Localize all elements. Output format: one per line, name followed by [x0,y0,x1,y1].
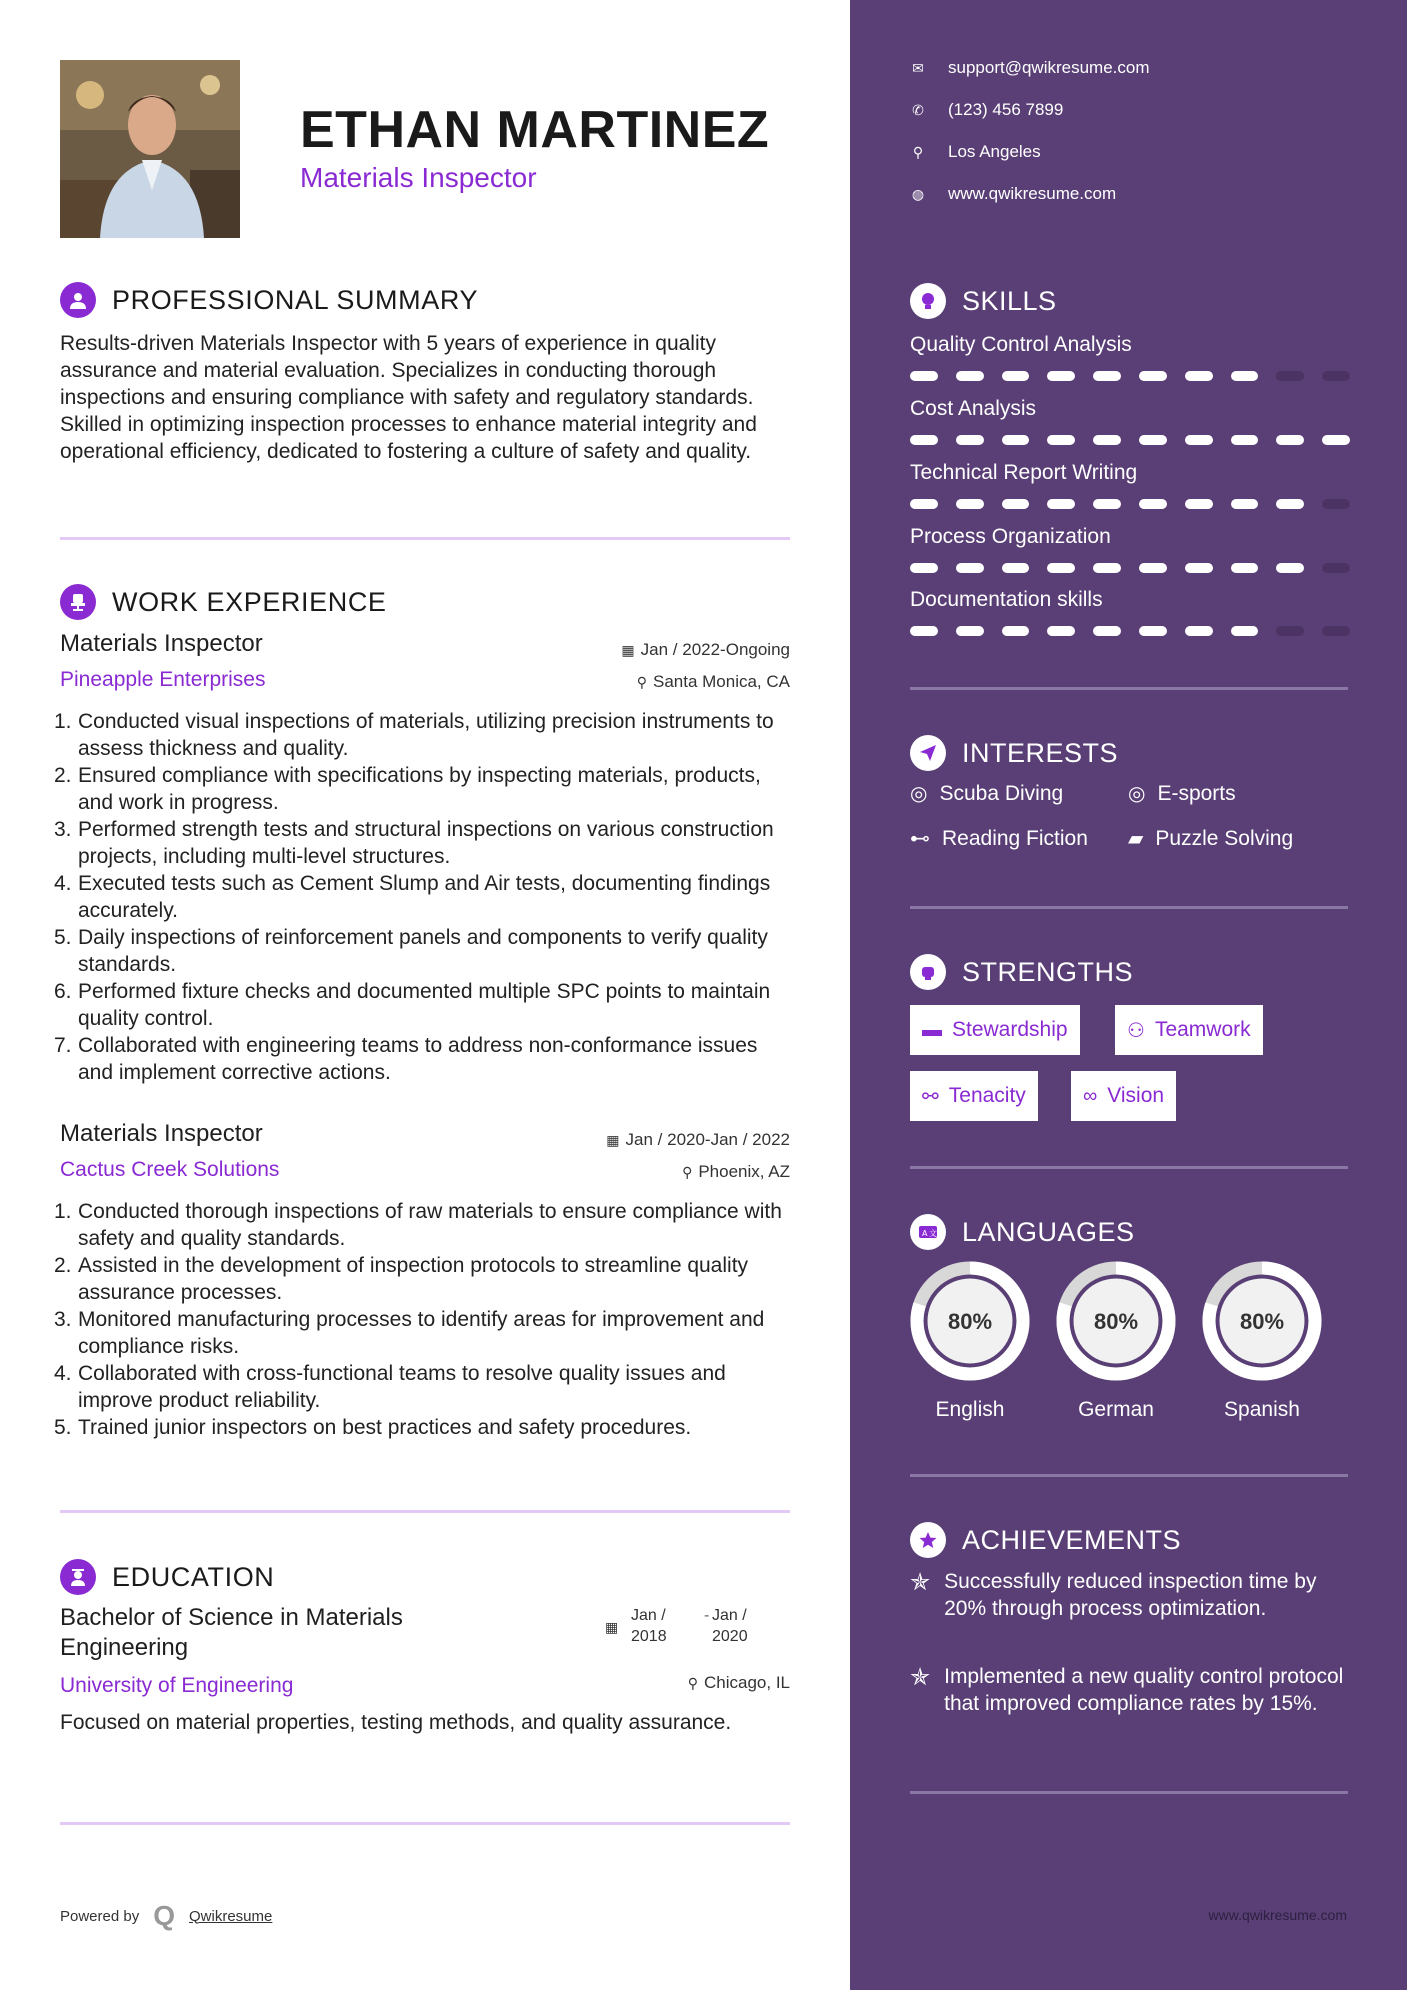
envelope-icon: ✉ [912,59,924,76]
achievements-title: ACHIEVEMENTS [962,1524,1182,1555]
strength-tag [910,1071,1038,1121]
phone-icon: ✆ [912,101,924,118]
edu-start-line2: 2018 [631,1628,667,1645]
candidate-role: Materials Inspector [300,162,537,193]
skill-name: Quality Control Analysis [910,333,1132,356]
skill-dash-filled [1185,563,1213,573]
skill-dash-filled [910,626,938,636]
interest-label: Scuba Diving [939,781,1064,805]
skill-level-bar [910,626,1350,636]
edu-location-text: Chicago, IL [704,1673,790,1692]
email-text: support@qwikresume.com [948,58,1150,77]
strength-tag [910,1005,1080,1055]
strengths-title: STRENGTHS [962,956,1134,987]
skill-dash-filled [1047,371,1075,381]
skill-dash-filled [1047,563,1075,573]
skill-dash-empty [1322,499,1350,509]
users-icon: ⚇ [1127,1019,1145,1042]
svg-text:文: 文 [929,1229,937,1238]
skill-dash-filled [1231,499,1259,509]
strength-tag [1115,1005,1263,1055]
list-item: 1. Conducted thorough inspections of raw materials to ensure compliance with safety and quality standards. [54,1200,782,1250]
language-name: German [1078,1398,1154,1421]
strength-label: Vision [1107,1084,1165,1107]
skill-dash-filled [956,626,984,636]
list-item: 5. Trained junior inspectors on best practices and safety procedures. [54,1416,692,1439]
language-gauge [1201,1260,1323,1382]
list-item: 6. Performed fixture checks and documented multiple SPC points to maintain quality control. [54,980,771,1030]
interest-item [910,826,1088,851]
summary-text: Results-driven Materials Inspector with 5 years of experience in quality assurance and material evaluation. Specializes in conducting thorough inspections and ensuring compliance with safety and regulatory standards. Skilled in optimizing inspection processes to enhance material integrity and operational efficiency, dedicated to fostering a culture of safety and quality. [60,332,757,463]
experience-title: WORK EXPERIENCE [112,586,387,617]
map-pin-icon: ⚲ [912,143,924,160]
graduate-icon [60,1559,96,1595]
list-item: 2. Ensured compliance with specifications by inspecting materials, products, and work in progress. [54,764,761,814]
star-icon: ✯ [910,1664,931,1691]
interest-label: E-sports [1157,781,1236,805]
skill-dash-filled [1047,626,1075,636]
skill-dash-filled [1002,435,1030,445]
skill-level-bar [910,435,1350,445]
edu-end-date [712,1605,748,1647]
list-item: 1. Conducted visual inspections of materials, utilizing precision instruments to assess thickness and quality. [54,710,774,760]
skill-item [910,333,1350,381]
strength-label: Stewardship [952,1018,1068,1041]
skill-level-bar [910,563,1350,573]
job-date-text: Jan / 2020-Jan / 2022 [625,1130,790,1149]
experience-heading [60,584,387,620]
skill-dash-empty [1276,626,1304,636]
skill-dash-filled [1002,371,1030,381]
pin-icon: ⚲ [682,1164,693,1180]
briefcase-icon: ▬ [922,1018,942,1041]
summary-heading [60,282,478,318]
job-title: Materials Inspector [60,1120,263,1147]
skill-dash-filled [1047,435,1075,445]
skill-dash-empty [1276,371,1304,381]
interest-item [1128,781,1236,806]
skill-dash-filled [956,499,984,509]
edu-start-date [631,1605,667,1647]
achievement-item [910,1663,1350,1717]
language-item [1200,1260,1324,1422]
fist-icon [910,954,946,990]
life-ring-icon: ◎ [910,783,928,805]
language-gauge [1055,1260,1177,1382]
languages-heading [910,1214,1135,1250]
skill-dash-filled [1276,563,1304,573]
skill-dash-filled [1093,435,1121,445]
skill-dash-filled [1276,435,1304,445]
language-name: Spanish [1224,1398,1300,1421]
skill-dash-filled [1231,626,1259,636]
skill-dash-filled [1231,371,1259,381]
achievement-text: Successfully reduced inspection time by 20% through process optimization. [944,1570,1317,1620]
school-name: University of Engineering [60,1674,294,1697]
calendar-icon: ▦ [605,1619,619,1635]
skill-dash-filled [1093,499,1121,509]
profile-photo [60,60,240,238]
footer-powered [60,1900,272,1932]
language-icon [910,1214,946,1250]
skill-item [910,461,1350,509]
edu-description: Focused on material properties, testing methods, and quality assurance. [60,1711,732,1734]
language-item [908,1260,1032,1422]
skill-dash-filled [1093,626,1121,636]
skill-dash-filled [1093,563,1121,573]
strength-label: Teamwork [1154,1018,1251,1041]
job-bullets [54,708,790,1086]
skill-name: Technical Report Writing [910,461,1138,484]
interests-title: INTERESTS [962,737,1119,768]
languages-title: LANGUAGES [962,1216,1135,1247]
section-divider [60,1822,790,1825]
edu-location [688,1673,790,1693]
job-date [606,1130,790,1150]
job-location [637,672,790,692]
calendar-icon: ▦ [606,1132,620,1148]
contact-website[interactable] [910,184,1116,204]
job-location-text: Santa Monica, CA [652,672,790,691]
location-text: Los Angeles [948,142,1041,161]
skill-dash-filled [956,563,984,573]
education-title: EDUCATION [112,1561,275,1592]
skill-level-bar [910,499,1350,509]
skill-dash-filled [1002,626,1030,636]
degree-title: Bachelor of Science in Materials Engineering [60,1604,403,1661]
chair-icon [60,584,96,620]
skill-level-bar [910,371,1350,381]
section-divider [910,1474,1348,1477]
skills-heading [910,283,1057,319]
pin-icon: ⚲ [687,1675,698,1691]
language-item [1054,1260,1178,1422]
language-percent: 80% [1239,1309,1285,1334]
edu-end-line1: Jan / [712,1607,747,1624]
strengths-heading [910,954,1133,990]
book-icon: ▰ [1128,828,1144,850]
achievement-text: Implemented a new quality control protocol that improved compliance rates by 15%. [944,1665,1344,1715]
section-divider [60,537,790,540]
skill-name: Process Organization [910,525,1111,548]
list-item: 7. Collaborated with engineering teams to address non-conformance issues and implement corrective actions. [54,1034,758,1084]
skill-dash-filled [910,435,938,445]
language-name: English [935,1398,1005,1421]
gamepad-icon: ⊷ [910,828,930,850]
calendar-icon: ▦ [621,642,635,658]
list-item: 3. Monitored manufacturing processes to identify areas for improvement and compliance risks. [54,1308,765,1358]
footer-site[interactable]: www.qwikresume.com [1208,1907,1347,1923]
skill-dash-filled [1276,499,1304,509]
list-item: 3. Performed strength tests and structural inspections on various construction projects, including multi-level structures. [54,818,774,868]
section-divider [910,1166,1348,1169]
interest-label: Reading Fiction [942,826,1088,850]
job-company: Cactus Creek Solutions [60,1158,280,1181]
job-location-text: Phoenix, AZ [698,1162,790,1181]
powered-by-text: Powered by [60,1907,140,1925]
qwikresume-link[interactable]: Qwikresume [189,1907,273,1925]
achievements-heading [910,1522,1181,1558]
skill-dash-empty [1322,563,1350,573]
skill-name: Documentation skills [910,588,1103,611]
skill-dash-filled [1322,435,1350,445]
svg-text:A: A [922,1229,928,1238]
skill-dash-empty [1322,371,1350,381]
section-divider [910,906,1348,909]
job-entry [54,1120,790,1441]
list-item: 2. Assisted in the development of inspection protocols to streamline quality assurance processes. [54,1254,749,1304]
skill-dash-filled [1139,563,1167,573]
contact-phone[interactable] [910,100,1063,120]
sidebar [850,0,1407,1990]
language-percent: 80% [947,1309,993,1334]
skill-dash-filled [1139,499,1167,509]
skill-dash-filled [1002,499,1030,509]
skill-dash-filled [1185,371,1213,381]
skill-dash-filled [1185,435,1213,445]
skill-dash-filled [956,371,984,381]
qwikresume-logo-icon: Q [153,1900,175,1931]
skill-dash-filled [1139,626,1167,636]
skill-dash-empty [1322,626,1350,636]
skill-dash-filled [1139,435,1167,445]
skill-item [910,588,1350,636]
star-icon: ✯ [910,1569,931,1596]
interest-item [910,781,1063,806]
life-ring-icon: ◎ [1128,783,1146,805]
contact-email[interactable] [910,58,1150,78]
skill-dash-filled [1093,371,1121,381]
job-date [621,640,790,660]
list-item: 4. Collaborated with cross-functional teams to resolve quality issues and improve product reliability. [54,1362,726,1412]
link-icon: ⚯ [922,1085,939,1108]
list-item: 4. Executed tests such as Cement Slump and Air tests, documenting findings accurately. [54,872,771,922]
list-item: 5. Daily inspections of reinforcement panels and components to verify quality standards. [54,926,768,976]
section-divider [910,1791,1348,1794]
summary-title: PROFESSIONAL SUMMARY [112,284,479,315]
binoculars-icon: ∞ [1083,1084,1098,1107]
interest-label: Puzzle Solving [1155,826,1294,850]
star-badge-icon [910,1522,946,1558]
job-title: Materials Inspector [60,630,263,657]
skill-dash-filled [1231,435,1259,445]
section-divider [60,1510,790,1513]
interest-item [1128,826,1293,851]
skill-dash-filled [1139,371,1167,381]
achievement-item [910,1568,1350,1622]
skill-dash-filled [910,563,938,573]
edu-start-line1: Jan / [631,1607,666,1624]
skill-name: Cost Analysis [910,397,1037,420]
job-location [682,1162,790,1182]
skill-dash-filled [910,499,938,509]
job-bullets [54,1198,790,1441]
skill-dash-filled [1185,626,1213,636]
skill-dash-filled [956,435,984,445]
interests-heading [910,735,1118,771]
section-divider [910,687,1348,690]
user-icon [60,282,96,318]
education-heading [60,1559,274,1595]
skill-dash-filled [1231,563,1259,573]
language-percent: 80% [1093,1309,1139,1334]
skills-title: SKILLS [962,285,1057,316]
skill-dash-filled [1047,499,1075,509]
skill-item [910,397,1350,445]
job-entry [54,630,790,1086]
job-date-text: Jan / 2022-Ongoing [640,640,790,659]
date-separator: - [704,1607,710,1624]
phone-text: (123) 456 7899 [948,100,1064,119]
skill-item [910,525,1350,573]
candidate-name: ETHAN MARTINEZ [300,101,770,159]
paper-plane-icon [910,735,946,771]
strength-tag [1071,1071,1176,1121]
contact-location [910,142,1041,162]
lightbulb-icon [910,283,946,319]
job-company: Pineapple Enterprises [60,668,266,691]
globe-icon: ◍ [911,185,925,202]
skill-dash-filled [1002,563,1030,573]
edu-end-line2: 2020 [712,1628,748,1645]
pin-icon: ⚲ [636,674,647,690]
language-gauge [909,1260,1031,1382]
strength-label: Tenacity [948,1084,1026,1107]
skill-dash-filled [910,371,938,381]
skill-dash-filled [1185,499,1213,509]
website-text: www.qwikresume.com [948,184,1117,203]
